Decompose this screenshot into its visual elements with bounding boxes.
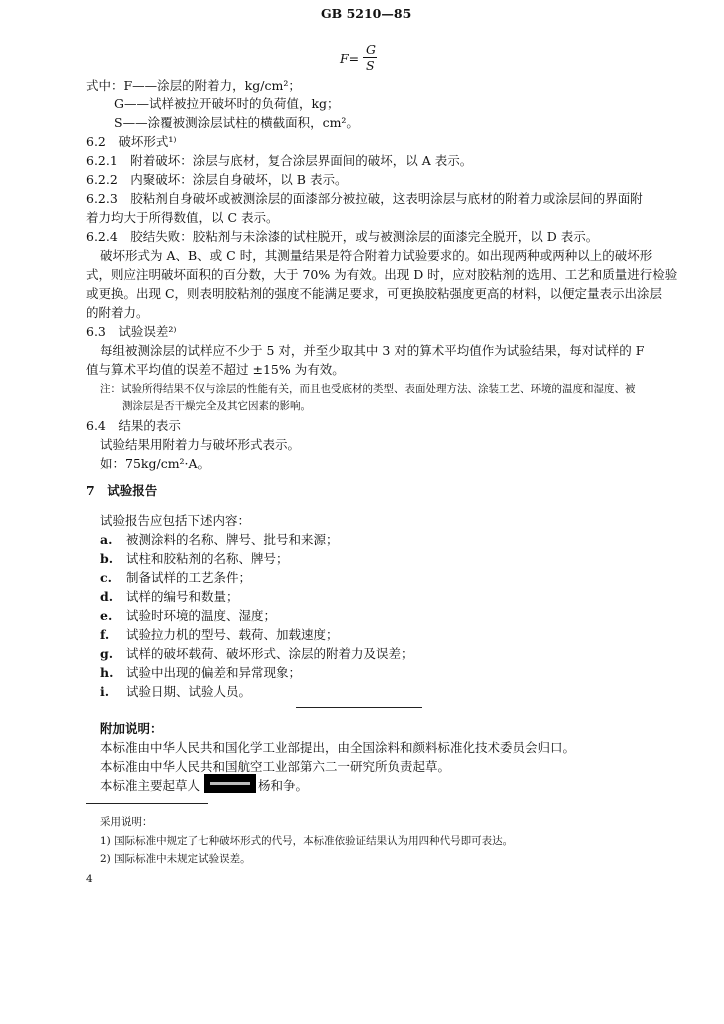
report-item-text: 试验中出现的偏差和异常现象； bbox=[126, 665, 302, 680]
report-item-text: 被测涂料的名称、牌号、批号和来源； bbox=[126, 532, 339, 547]
definition-s: S——涂覆被测涂层试柱的横截面积，cm²。 bbox=[114, 115, 359, 130]
section-7-title: 7 试验报告 bbox=[86, 483, 158, 498]
para-6-2-line2: 式，则应注明破坏面积的百分数，大于 70% 为有效。出现 D 时，应对胶粘剂的选用、工艺和质量进行检验 bbox=[86, 267, 678, 282]
formula-denominator: S bbox=[366, 58, 375, 73]
report-item-mark: g. bbox=[100, 646, 114, 661]
report-item-text: 试验拉力机的型号、载荷、加载速度； bbox=[126, 627, 339, 642]
additional-notes-title: 附加说明： bbox=[100, 721, 163, 736]
report-item-text: 制备试样的工艺条件； bbox=[126, 570, 252, 585]
formula-numerator: G bbox=[366, 42, 376, 57]
para-6-3-line1: 每组被测涂层的试样应不少于 5 对，并至少取其中 3 对的算术平均值作为试验结果，每对试样的 F bbox=[100, 343, 645, 358]
report-item-mark: f. bbox=[100, 627, 110, 642]
para-6-2-line1: 破坏形式为 A、B、或 C 时，其测量结果是符合附着力试验要求的。如出现两种或两种以上的破坏形 bbox=[100, 248, 653, 263]
note-6-3-line1: 注：试验所得结果不仅与涂层的性能有关，而且也受底材的类型、表面处理方法、涂装工艺、环境的温度和湿度、被 bbox=[100, 383, 636, 395]
footnote-1: 1) 国际标准中规定了七种破坏形式的代号，本标准依验证结果认为用四种代号即可表达。 bbox=[100, 835, 514, 847]
drafter-prefix: 本标准主要起草人 bbox=[100, 778, 201, 793]
footnote-2: 2) 国际标准中未规定试验误差。 bbox=[100, 853, 251, 865]
report-item-mark: i. bbox=[100, 684, 110, 699]
report-item-text: 试样的编号和数量； bbox=[126, 589, 239, 604]
formula bbox=[340, 42, 388, 72]
note-6-3-line2: 测涂层是否干燥完全及其它因素的影响。 bbox=[122, 400, 311, 412]
section-6-2-1: 6.2.1 附着破坏：涂层与底材，复合涂层界面间的破坏，以 A 表示。 bbox=[86, 153, 473, 168]
report-item-mark: h. bbox=[100, 665, 114, 680]
section-6-2-3: 6.2.3 胶粘剂自身破坏或被测涂层的面漆部分被拉破，这表明涂层与底材的附着力或涂层间的界面附 bbox=[86, 191, 643, 206]
report-item-text: 试验日期、试验人员。 bbox=[126, 684, 252, 699]
section-6-4-title: 6.4 结果的表示 bbox=[86, 418, 181, 433]
definition-f: 式中：F——涂层的附着力，kg/cm²； bbox=[86, 78, 301, 93]
para-6-2-line4: 的附着力。 bbox=[86, 305, 149, 320]
footnote-rule bbox=[86, 803, 208, 804]
report-item-mark: b. bbox=[100, 551, 114, 566]
formula-lhs: F= bbox=[340, 51, 360, 66]
report-item-mark: d. bbox=[100, 589, 114, 604]
section-6-2-2: 6.2.2 内聚破坏：涂层自身破坏，以 B 表示。 bbox=[86, 172, 348, 187]
para-6-2-line3: 或更换。出现 C，则表明胶粘剂的强度不能满足要求，可更换胶粘强度更高的材料，以便定量表示出涂层 bbox=[86, 286, 663, 301]
additional-note-line: 本标准由中华人民共和国航空工业部第六二一研究所负责起草。 bbox=[100, 759, 451, 774]
standard-code-header: GB 5210—85 bbox=[321, 6, 412, 21]
section-7-intro: 试验报告应包括下述内容： bbox=[100, 513, 251, 528]
page-number: 4 bbox=[86, 873, 93, 885]
section-6-2-title: 6.2 破坏形式¹⁾ bbox=[86, 134, 177, 149]
section-6-2-3-cont: 着力均大于所得数值，以 C 表示。 bbox=[86, 210, 279, 225]
definition-g: G——试样被拉开破坏时的负荷值，kg； bbox=[114, 96, 340, 111]
report-item-text: 试柱和胶粘剂的名称、牌号； bbox=[126, 551, 289, 566]
report-item-mark: e. bbox=[100, 608, 113, 623]
section-6-3-title: 6.3 试验误差²⁾ bbox=[86, 324, 177, 339]
section-6-2-4: 6.2.4 胶结失败：胶粘剂与未涂漆的试柱脱开，或与被测涂层的面漆完全脱开，以 D 表示。 bbox=[86, 229, 599, 244]
section-divider bbox=[296, 707, 422, 708]
para-6-3-line2: 值与算术平均值的误差不超过 ±15% 为有效。 bbox=[86, 362, 345, 377]
report-item-text: 试样的破坏载荷、破坏形式、涂层的附着力及误差； bbox=[126, 646, 414, 661]
report-item-text: 试验时环境的温度、湿度； bbox=[126, 608, 277, 623]
section-6-4-example: 如：75kg/cm²·A。 bbox=[100, 456, 211, 471]
report-item-mark: c. bbox=[100, 570, 112, 585]
footnotes-title: 采用说明： bbox=[100, 816, 153, 828]
redaction-mark bbox=[204, 774, 256, 793]
drafter-name: 杨和争。 bbox=[258, 778, 309, 793]
report-item-mark: a. bbox=[100, 532, 113, 547]
section-6-4-line1: 试验结果用附着力与破坏形式表示。 bbox=[100, 437, 301, 452]
additional-note-line: 本标准由中华人民共和国化学工业部提出，由全国涂料和颜料标准化技术委员会归口。 bbox=[100, 740, 576, 755]
